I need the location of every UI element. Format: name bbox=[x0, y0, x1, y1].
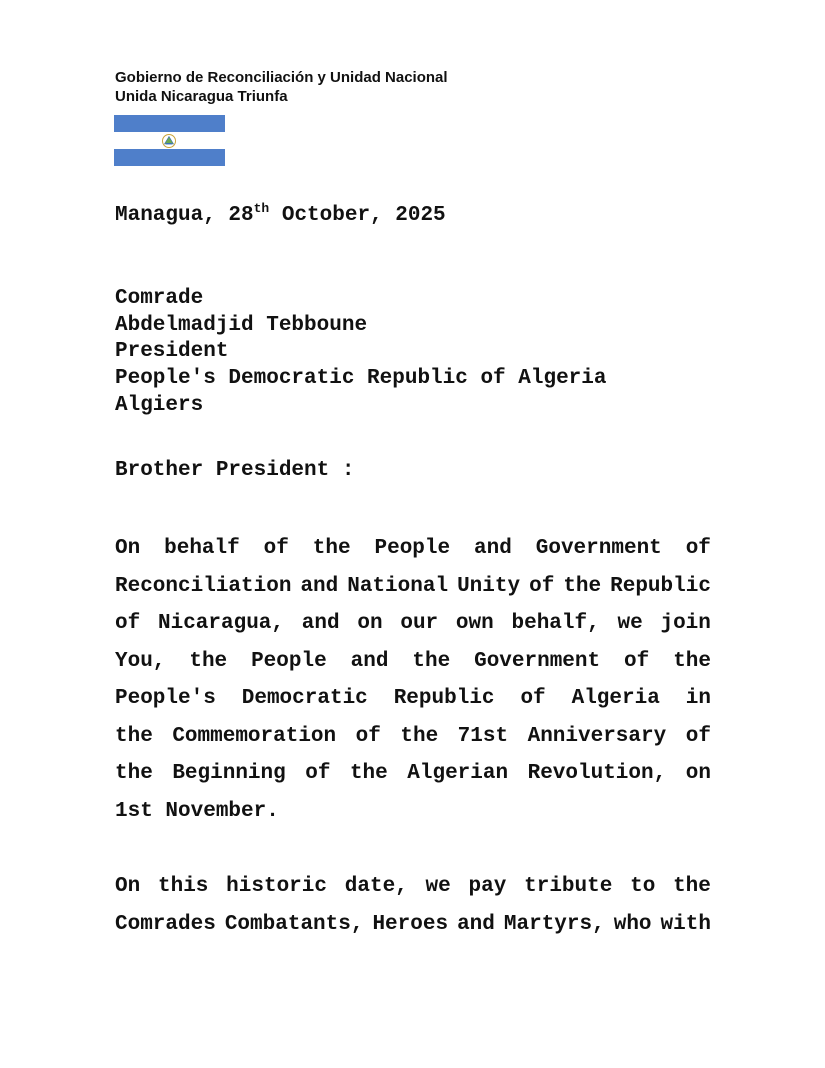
word: Comrades bbox=[115, 912, 216, 936]
word: Government bbox=[535, 537, 662, 560]
paragraph-line bbox=[115, 724, 711, 762]
word: Republic bbox=[610, 574, 711, 598]
paragraph-line bbox=[115, 611, 711, 649]
word: Algerian bbox=[407, 762, 509, 785]
paragraph-line: 1st November. bbox=[115, 799, 279, 823]
word: and bbox=[301, 612, 340, 635]
word: People's bbox=[115, 687, 216, 710]
flag-bottom-stripe bbox=[114, 149, 225, 166]
word: in bbox=[685, 687, 711, 710]
word: date, bbox=[344, 875, 408, 898]
word: On bbox=[115, 875, 141, 898]
letter-date bbox=[115, 201, 446, 227]
word: 71st bbox=[457, 724, 509, 748]
flag-top-stripe bbox=[114, 115, 225, 132]
coat-of-arms-icon bbox=[161, 133, 177, 149]
address-line: Comrade bbox=[115, 287, 204, 310]
word: the bbox=[312, 537, 351, 560]
word: Revolution, bbox=[527, 762, 667, 785]
word: of bbox=[529, 574, 555, 598]
word: we bbox=[425, 875, 451, 898]
word: Combatants, bbox=[224, 912, 364, 936]
paragraph-line bbox=[115, 912, 711, 950]
word: On bbox=[115, 537, 141, 560]
address-line: Abdelmadjid Tebboune bbox=[115, 313, 368, 337]
paragraph-line bbox=[115, 536, 711, 574]
word: You, bbox=[115, 649, 166, 673]
date-text: Managua, 28 bbox=[115, 204, 254, 227]
word: Reconciliation bbox=[115, 574, 292, 598]
word: Government bbox=[474, 649, 601, 673]
word: Commemoration bbox=[172, 724, 337, 748]
word: Republic bbox=[393, 687, 495, 710]
paragraph-line bbox=[115, 574, 711, 612]
word: the bbox=[115, 724, 153, 748]
word: of bbox=[263, 537, 289, 560]
word: the bbox=[412, 649, 451, 673]
word: and bbox=[300, 574, 339, 598]
word: the bbox=[349, 762, 388, 785]
word: pay bbox=[468, 875, 507, 898]
paragraph-line bbox=[115, 686, 711, 724]
word: behalf bbox=[164, 537, 240, 560]
word: this bbox=[157, 875, 209, 898]
letterhead bbox=[115, 68, 448, 106]
word: People bbox=[251, 649, 327, 673]
word: the bbox=[400, 724, 439, 748]
word: of bbox=[624, 649, 650, 673]
word: we bbox=[617, 612, 643, 635]
body-paragraph-1 bbox=[115, 536, 711, 836]
word: Nicaragua, bbox=[157, 612, 285, 635]
word: Heroes bbox=[372, 912, 449, 936]
word: the bbox=[115, 762, 153, 785]
word: the bbox=[563, 574, 602, 598]
word: the bbox=[673, 875, 711, 898]
word: the bbox=[189, 649, 228, 673]
word: Algeria bbox=[571, 687, 660, 710]
word: the bbox=[673, 649, 711, 673]
address-line: Algiers bbox=[115, 393, 204, 417]
word: and bbox=[457, 912, 495, 936]
word: historic bbox=[226, 875, 327, 898]
word: behalf, bbox=[511, 612, 600, 635]
body-paragraph-2 bbox=[115, 874, 711, 949]
paragraph-line bbox=[115, 649, 711, 687]
word: of bbox=[520, 687, 546, 710]
address-line: President bbox=[115, 340, 229, 364]
word: our bbox=[400, 612, 439, 635]
word: Beginning bbox=[172, 762, 286, 785]
address-line: People's Democratic Republic of Algeria bbox=[115, 367, 607, 391]
paragraph-line bbox=[115, 874, 711, 912]
word: People bbox=[374, 537, 451, 560]
salutation: Brother President : bbox=[115, 459, 355, 482]
word: own bbox=[455, 612, 494, 635]
letterhead-slogan: Unida Nicaragua Triunfa bbox=[115, 88, 288, 105]
recipient-address bbox=[115, 286, 606, 420]
word: on bbox=[357, 612, 383, 635]
letterhead-government: Gobierno de Reconciliación y Unidad Nacional bbox=[115, 69, 448, 86]
word: Democratic bbox=[241, 687, 368, 710]
word: tribute bbox=[524, 875, 613, 898]
word: of bbox=[355, 724, 381, 748]
paragraph-line bbox=[115, 761, 711, 799]
word: of bbox=[305, 762, 331, 785]
word: and bbox=[350, 649, 389, 673]
nicaragua-flag-icon bbox=[114, 115, 225, 166]
word: on bbox=[685, 762, 711, 785]
word: Martyrs, bbox=[503, 912, 605, 936]
word: join bbox=[660, 612, 711, 635]
word: Unity bbox=[457, 574, 521, 598]
word: and bbox=[474, 537, 512, 560]
word: of bbox=[115, 612, 141, 635]
word: of bbox=[685, 537, 711, 560]
word: of bbox=[685, 724, 711, 748]
word: with bbox=[660, 912, 711, 936]
word: to bbox=[630, 875, 656, 898]
word: National bbox=[347, 574, 449, 598]
word: Anniversary bbox=[527, 724, 667, 748]
word: who bbox=[613, 912, 652, 936]
date-month-year: October, 2025 bbox=[269, 204, 446, 227]
date-ordinal: th bbox=[253, 201, 270, 216]
